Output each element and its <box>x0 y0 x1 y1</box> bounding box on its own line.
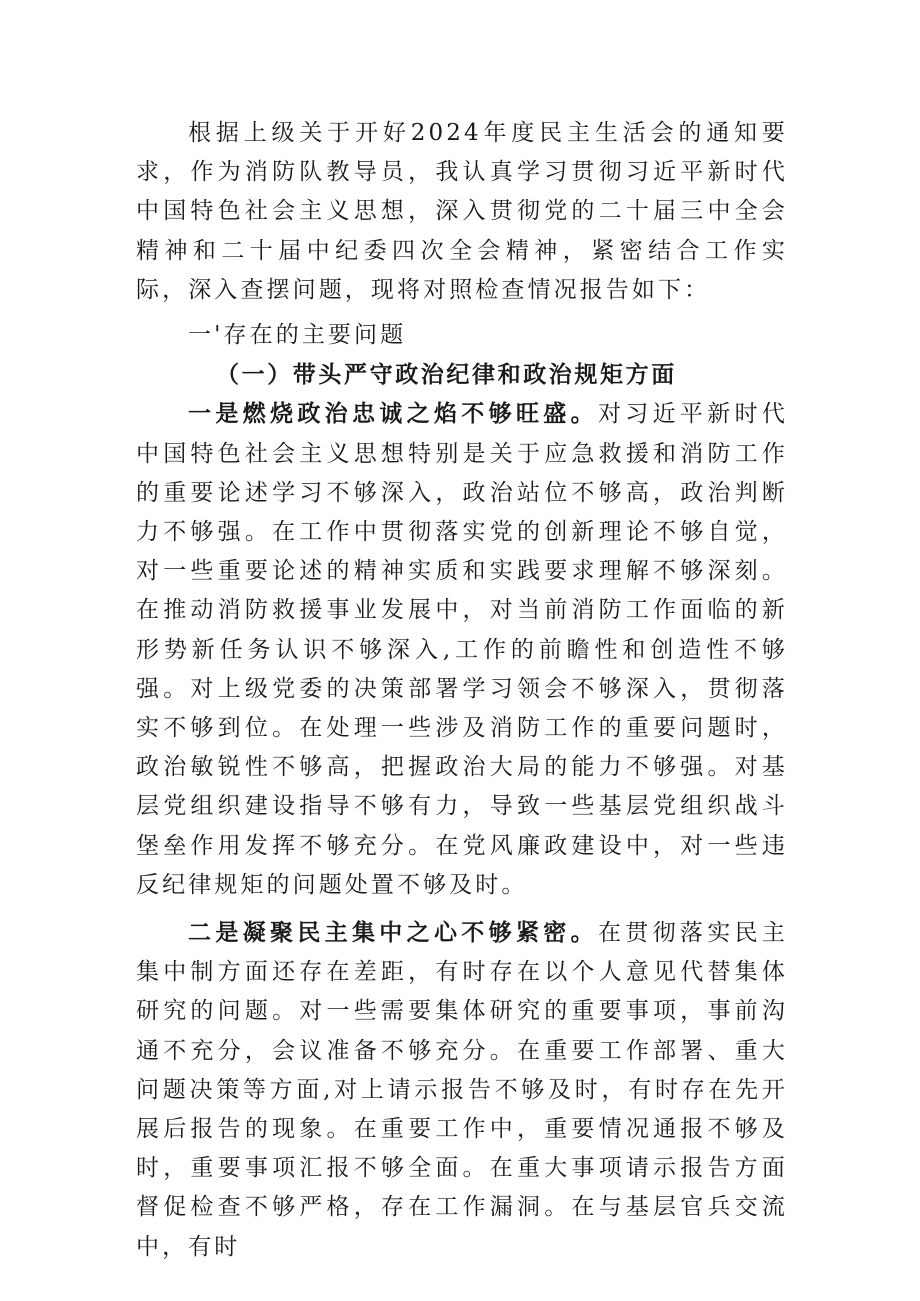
paragraph-lead: 一是燃烧政治忠诚之焰不够旺盛。 <box>188 400 598 428</box>
paragraph-political-loyalty <box>136 394 788 905</box>
paragraph-body: 对习近平新时代中国特色社会主义思想特别是关于应急救援和消防工作的重要论述学习不够深入，政治站位不够高，政治判断力不够强。在工作中贯彻落实党的创新理论不够自觉，对一些重要论述的精神实质和实践要求理解不够深刻。在推动消防救援事业发展中，对当前消防工作面临的新形势新任务认识不够深入,工作的前瞻性和创造性不够强。对上级党委的决策部署学习领会不够深入，贯彻落实不够到位。在处理一些涉及消防工作的重要问题时，政治敏锐性不够高，把握政治大局的能力不够强。对基层党组织建设指导不够有力，导致一些基层党组织战斗堡垒作用发挥不够充分。在党风廉政建设中，对一些违反纪律规矩的问题处置不够及时。 <box>136 401 789 898</box>
section-heading: 一'存在的主要问题 <box>188 322 407 349</box>
document-body <box>136 114 788 1267</box>
paragraph-body: 在贯彻落实民主集中制方面还存在差距，有时存在以个人意见代替集体研究的问题。对一些需要集体研究的重要事项，事前沟通不充分，会议准备不够充分。在重要工作部署、重大问题决策等方面,对上请示报告不够及时，有时存在先开展后报告的现象。在重要工作中，重要情况通报不够及时，重要事项汇报不够全面。在重大事项请示报告方面督促检查不够严格，存在工作漏洞。在与基层官兵交流中，有时 <box>136 920 789 1260</box>
paragraph-lead: 二是凝聚民主集中之心不够紧密。 <box>188 919 598 947</box>
paragraph-democratic-centralism <box>136 913 788 1267</box>
intro-paragraph: 根据上级关于开好2024年度民主生活会的通知要求，作为消防队教导员，我认真学习贯彻习近平新时代中国特色社会主义思想，深入贯彻党的二十届三中全会精神和二十届中纪委四次全会精神，紧密结合工作实际，深入查摆问题，现将对照检查情况报告如下： <box>136 120 788 303</box>
subsection-heading: （一）带头严守政治纪律和政治规矩方面 <box>216 361 677 389</box>
